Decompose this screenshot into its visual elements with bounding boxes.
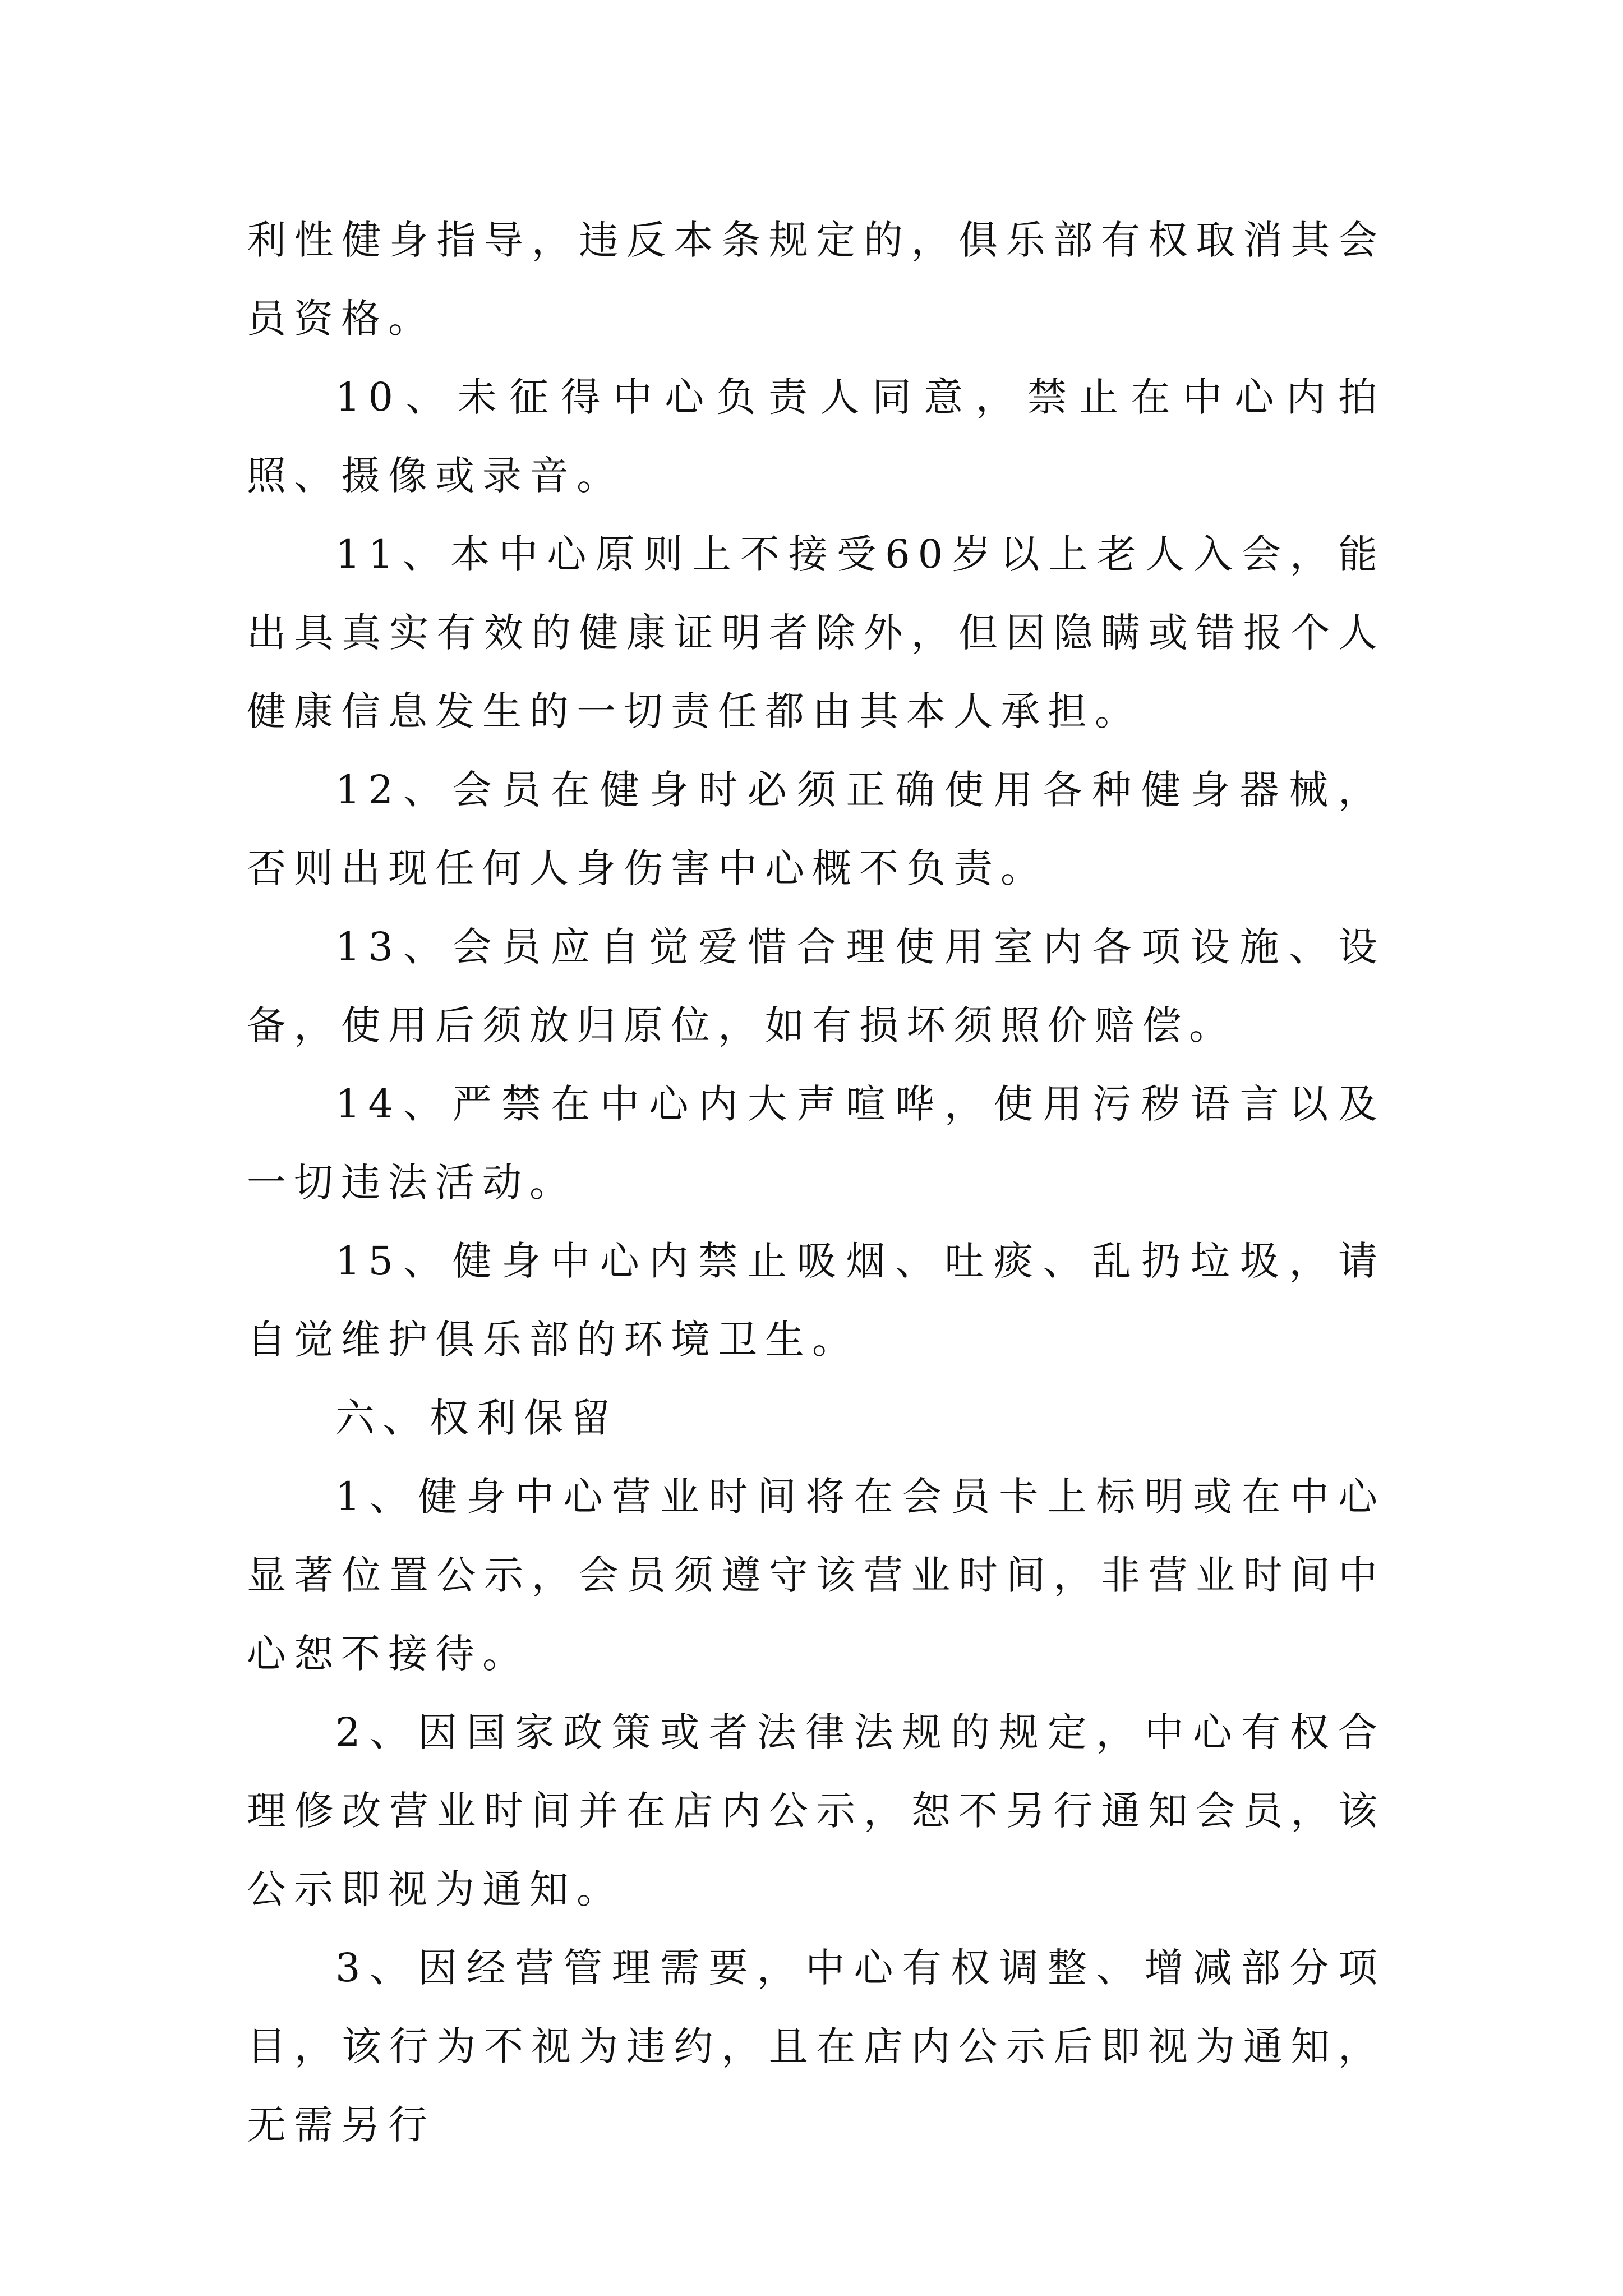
paragraph-10: 2、因国家政策或者法律法规的规定，中心有权合理修改营业时间并在店内公示，恕不另行通知会员，该公示即视为通知。 <box>247 1709 1385 1912</box>
document-body <box>247 201 1385 2164</box>
paragraph-1: 利性健身指导，违反本条规定的，俱乐部有权取消其会员资格。 <box>247 217 1385 342</box>
paragraph-5: 13、会员应自觉爱惜合理使用室内各项设施、设备，使用后须放归原位，如有损坏须照价赔偿。 <box>247 924 1385 1048</box>
section-heading: 六、权利保留 <box>335 1395 618 1441</box>
paragraph-3: 11、本中心原则上不接受60岁以上老人入会，能出具真实有效的健康证明者除外，但因隐瞒或错报个人健康信息发生的一切责任都由其本人承担。 <box>247 531 1385 734</box>
paragraph-11: 3、因经营管理需要，中心有权调整、增减部分项目，该行为不视为违约，且在店内公示后即视为通知，无需另行 <box>247 1945 1385 2148</box>
paragraph-4: 12、会员在健身时必须正确使用各种健身器械，否则出现任何人身伤害中心概不负责。 <box>247 767 1385 891</box>
paragraph-7: 15、健身中心内禁止吸烟、吐痰、乱扔垃圾，请自觉维护俱乐部的环境卫生。 <box>247 1238 1385 1363</box>
paragraph-9: 1、健身中心营业时间将在会员卡上标明或在中心显著位置公示，会员须遵守该营业时间，非营业时间中心恕不接待。 <box>247 1474 1385 1677</box>
paragraph-6: 14、严禁在中心内大声喧哗，使用污秽语言以及一切违法活动。 <box>247 1081 1385 1205</box>
paragraph-2: 10、未征得中心负责人同意，禁止在中心内拍照、摄像或录音。 <box>247 374 1385 499</box>
